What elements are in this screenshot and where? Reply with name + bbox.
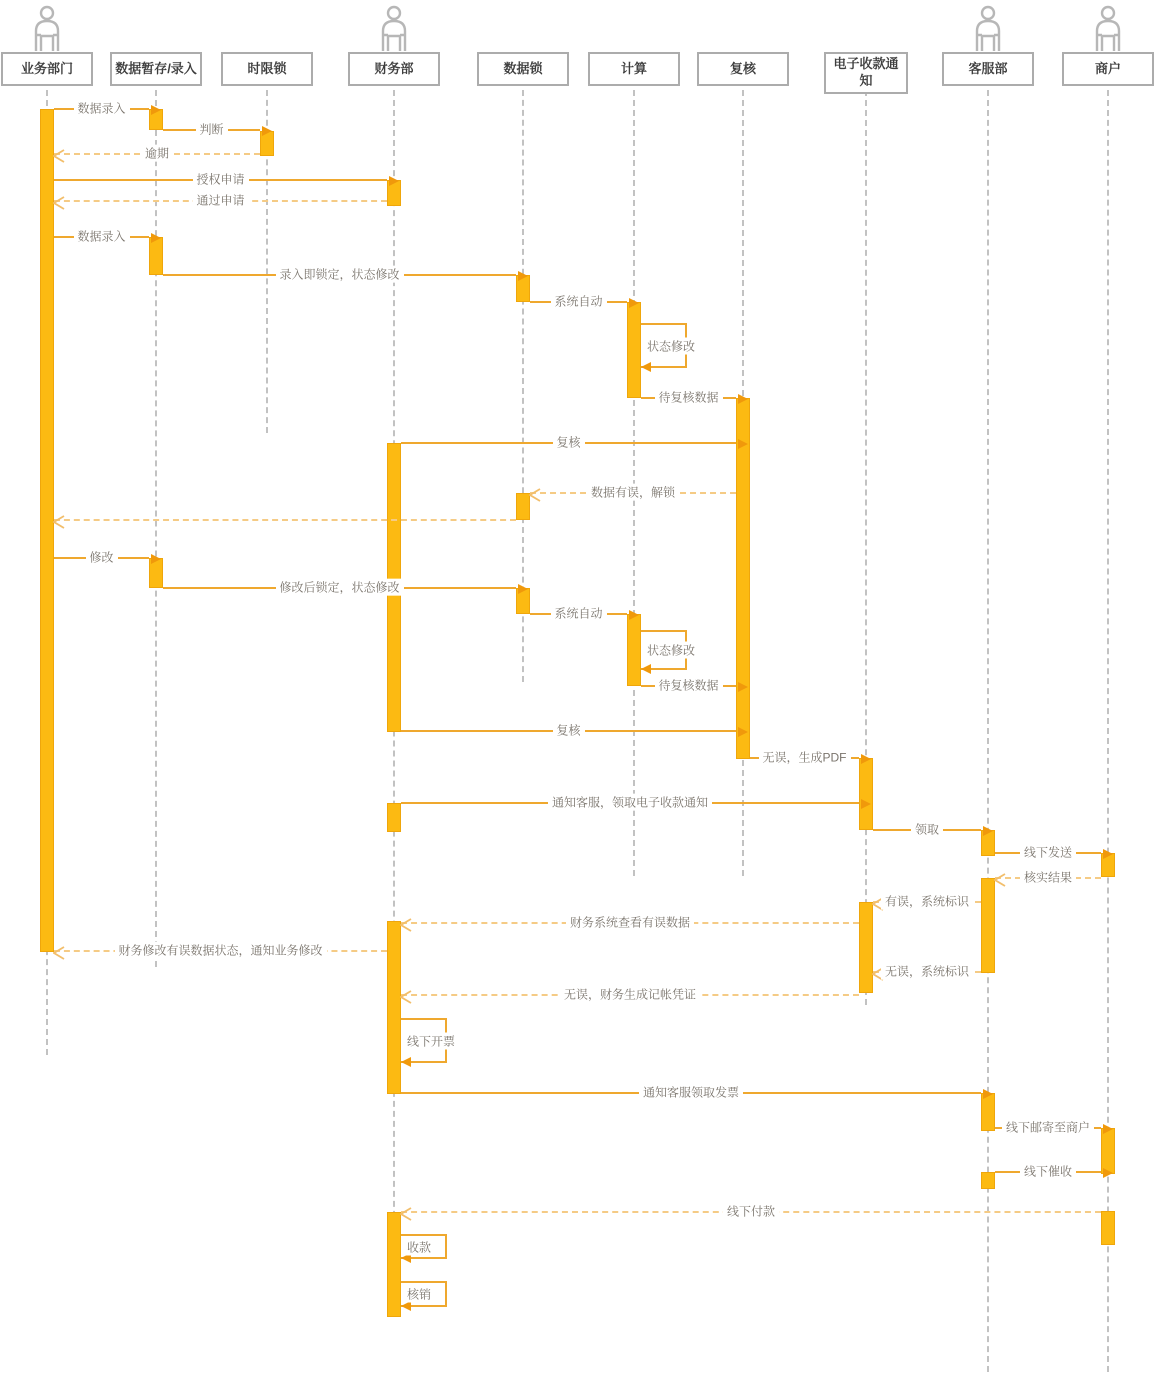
message-arrow	[401, 988, 859, 1002]
lifeline-header-business-dept	[1, 52, 93, 86]
self-message-label: 线下开票	[407, 1034, 456, 1048]
message-label: 无误，系统标识	[881, 963, 973, 980]
message-arrow	[163, 581, 516, 595]
message-label: 待复核数据	[654, 389, 722, 406]
message-arrow	[54, 102, 149, 116]
lifeline-header-merchant	[1062, 52, 1154, 86]
message-label: 财务系统查看有误数据	[566, 914, 694, 931]
lifeline-header-data-lock	[477, 52, 569, 86]
message-label: 数据有误，解锁	[587, 484, 679, 501]
lifeline-label: 复核	[729, 60, 756, 76]
lifeline-header-calculation	[588, 52, 680, 86]
message-label: 线下催收	[1020, 1163, 1076, 1180]
activation-bar-finance-dept	[387, 1212, 401, 1317]
message-label: 数据录入	[73, 100, 129, 117]
activation-bar-business-dept	[40, 109, 54, 952]
message-arrow	[54, 230, 149, 244]
message-arrow	[873, 895, 981, 909]
message-arrow	[401, 1086, 981, 1100]
self-message-label: 核销	[407, 1287, 432, 1302]
message-arrow	[401, 724, 736, 738]
lifeline-header-review	[697, 52, 789, 86]
message-label: 数据录入	[73, 228, 129, 245]
activation-bar-data-lock	[516, 493, 530, 520]
message-arrow	[54, 551, 149, 565]
message-label: 判断	[195, 121, 227, 138]
message-arrow	[54, 173, 387, 187]
lifeline-header-time-lock	[221, 52, 313, 86]
message-label: 修改后锁定，状态修改	[275, 579, 403, 596]
message-label: 修改	[85, 549, 117, 566]
message-arrow	[54, 944, 387, 958]
message-label: 通知客服，领取电子收款通知	[548, 794, 712, 811]
message-label: 财务修改有误数据状态，通知业务修改	[114, 942, 326, 959]
message-label: 领取	[911, 821, 943, 838]
message-arrow	[401, 436, 736, 450]
message-label: 无误，财务生成记帐凭证	[560, 986, 700, 1003]
activation-bar-customer-service-dept	[981, 1172, 995, 1189]
message-label: 有误，系统标识	[881, 893, 973, 910]
activation-bar-review	[736, 398, 750, 759]
lifeline-label: 商户	[1094, 60, 1121, 76]
message-arrow	[530, 295, 627, 309]
message-arrow	[995, 846, 1101, 860]
message-arrow	[530, 607, 627, 621]
self-message-label: 状态修改	[647, 643, 696, 658]
message-arrow	[54, 513, 516, 527]
message-arrow	[641, 391, 736, 405]
message-arrow	[54, 147, 260, 161]
lifeline-label: 财务部	[374, 60, 414, 76]
activation-bar-e-payment-notice	[859, 902, 873, 993]
lifeline-header-finance-dept	[348, 52, 440, 86]
message-label: 无误，生成PDF	[758, 749, 850, 766]
activation-bar-merchant	[1101, 1211, 1115, 1245]
lifeline-label: 时限锁	[247, 60, 287, 76]
message-arrow	[641, 679, 736, 693]
message-label: 系统自动	[550, 605, 606, 622]
activation-bar-calculation	[627, 302, 641, 398]
message-label: 核实结果	[1020, 869, 1076, 886]
activation-bar-customer-service-dept	[981, 878, 995, 973]
activation-bar-e-payment-notice	[859, 758, 873, 830]
activation-bar-finance-dept	[387, 921, 401, 1094]
lifeline-line-data-staging-entry	[155, 90, 157, 967]
message-label: 复核	[552, 722, 584, 739]
message-label: 复核	[552, 434, 584, 451]
lifeline-label: 业务部门	[20, 60, 73, 76]
message-label: 线下邮寄至商户	[1002, 1119, 1094, 1136]
lifeline-label: 数据暂存/录入	[115, 60, 197, 76]
lifeline-label: 客服部	[968, 60, 1008, 76]
message-label: 通知客服领取发票	[639, 1084, 743, 1101]
message-arrow	[995, 871, 1101, 885]
message-arrow	[995, 1165, 1101, 1179]
message-arrow	[54, 194, 387, 208]
self-message-label: 状态修改	[647, 339, 696, 353]
self-message-label: 收款	[407, 1240, 432, 1254]
lifeline-header-customer-service-dept	[942, 52, 1034, 86]
message-label: 待复核数据	[654, 677, 722, 694]
message-arrow	[530, 486, 736, 500]
message-arrow	[873, 823, 981, 837]
message-arrow	[401, 916, 859, 930]
self-message	[401, 1234, 447, 1259]
actor-icon	[30, 5, 64, 58]
activation-bar-finance-dept	[387, 803, 401, 832]
message-arrow	[401, 796, 859, 810]
lifeline-line-merchant	[1107, 90, 1109, 1372]
message-line	[54, 519, 516, 521]
message-label: 线下付款	[723, 1203, 779, 1220]
message-arrow	[750, 751, 859, 765]
message-label: 逾期	[141, 145, 173, 162]
lifeline-label: 电子收款通知	[833, 56, 899, 88]
message-arrow	[401, 1205, 1101, 1219]
lifeline-header-data-staging-entry	[110, 52, 202, 86]
message-arrow	[873, 965, 981, 979]
lifeline-line-e-payment-notice	[865, 90, 867, 1005]
message-label: 线下发送	[1020, 844, 1076, 861]
message-label: 系统自动	[550, 293, 606, 310]
actor-icon	[971, 5, 1005, 58]
actor-icon	[1091, 5, 1125, 58]
self-message	[641, 323, 696, 368]
message-arrow	[163, 268, 516, 282]
lifeline-header-e-payment-notice	[824, 52, 908, 94]
message-arrow	[995, 1121, 1101, 1135]
lifeline-label: 计算	[620, 60, 647, 76]
message-label: 通过申请	[192, 192, 248, 209]
self-message	[401, 1281, 447, 1307]
message-arrow	[163, 123, 260, 137]
activation-bar-calculation	[627, 614, 641, 686]
self-message	[401, 1018, 456, 1063]
self-message	[641, 630, 696, 670]
message-label: 录入即锁定，状态修改	[275, 266, 403, 283]
actor-icon	[377, 5, 411, 58]
lifeline-label: 数据锁	[503, 60, 543, 76]
message-label: 授权申请	[192, 171, 248, 188]
